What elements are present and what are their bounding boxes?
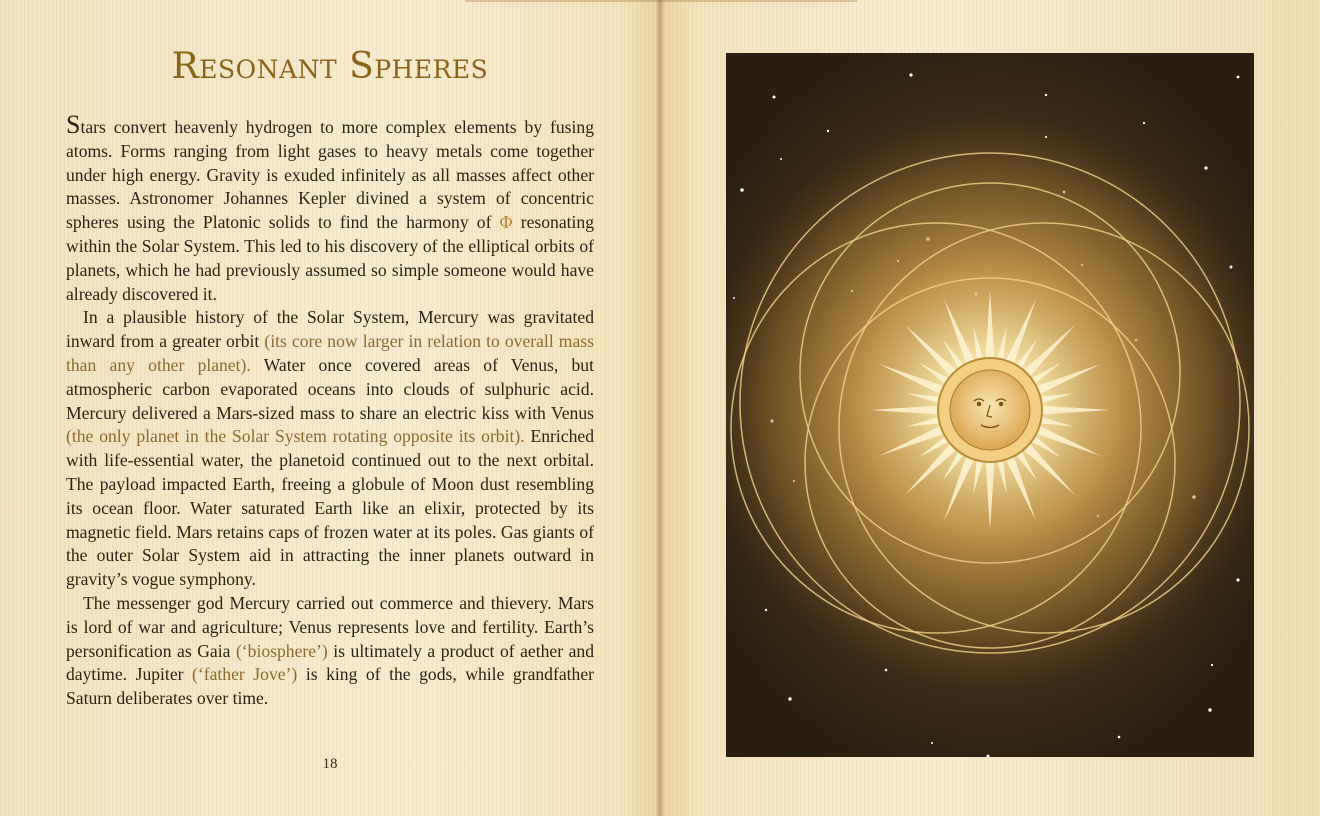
parenthetical-note: (its core now larger in relation to overall mass than any other planet). <box>66 331 594 375</box>
parenthetical-note: (‘biosphere’) <box>235 640 328 661</box>
text-run: is king of the gods, while grandfather Saturn deliberates over time. <box>66 664 594 709</box>
parenthetical-note: (‘father Jove’) <box>192 664 298 685</box>
drop-cap: S <box>66 110 81 139</box>
text-run: Enriched with life-essential water, the planetoid continued out to the next orbital. The payload impacted Earth, freeing a globule of Moon dust resembling its ocean floor. Water saturated Earth like an elixir, protected by its magnetic field. Mars retains caps of frozen water at its poles. Gas giants of the outer Solar System aid in attracting the inner planets outward in gravity’s vogue symphony. <box>66 426 595 590</box>
text-run: Water once covered areas of Venus, but atmospheric carbon evaporated oceans into clouds of sulphuric acid. Mercury delivered a Mars-sized mass to share an electric kiss with Venus <box>66 354 594 423</box>
text-run: The messenger god Mercury carried out commerce and thievery. Mars is lord of war and agriculture; Venus represents love and fertility. Earth’s personification as Gaia <box>66 592 594 661</box>
sun-face-with-orbits-icon <box>726 53 1254 757</box>
body-text <box>66 112 594 711</box>
text-run: tars convert heavenly hydrogen to more complex elements by fusing atoms. Forms ranging from light gases to heavy metals come together under high energy. Gravity is exuded infinitely as all masses affect other masses. Astronomer Johannes Kepler divined a system of concentric spheres using the Platonic solids to find the harmony of <box>66 117 594 233</box>
sun-spheres-illustration <box>726 53 1254 757</box>
text-run: is ultimately a product of aether and daytime. Jupiter <box>66 640 595 685</box>
page-number: 18 <box>322 756 338 772</box>
paragraph <box>66 112 594 306</box>
paragraph <box>66 592 594 711</box>
page-title: Resonant Spheres <box>171 46 489 87</box>
phi-symbol: Φ <box>499 212 513 233</box>
sun-face <box>950 370 1030 450</box>
text-run: resonating within the Solar System. This led to his discovery of the elliptical orbits of planets, which he had previously assumed so simple someone would have already discovered it. <box>66 212 595 304</box>
text-run: In a plausible history of the Solar System, Mercury was gravitated inward from a greater orbit <box>66 307 594 352</box>
paragraph <box>66 306 594 592</box>
parenthetical-note: (the only planet in the Solar System rotating opposite its orbit). <box>66 426 525 447</box>
